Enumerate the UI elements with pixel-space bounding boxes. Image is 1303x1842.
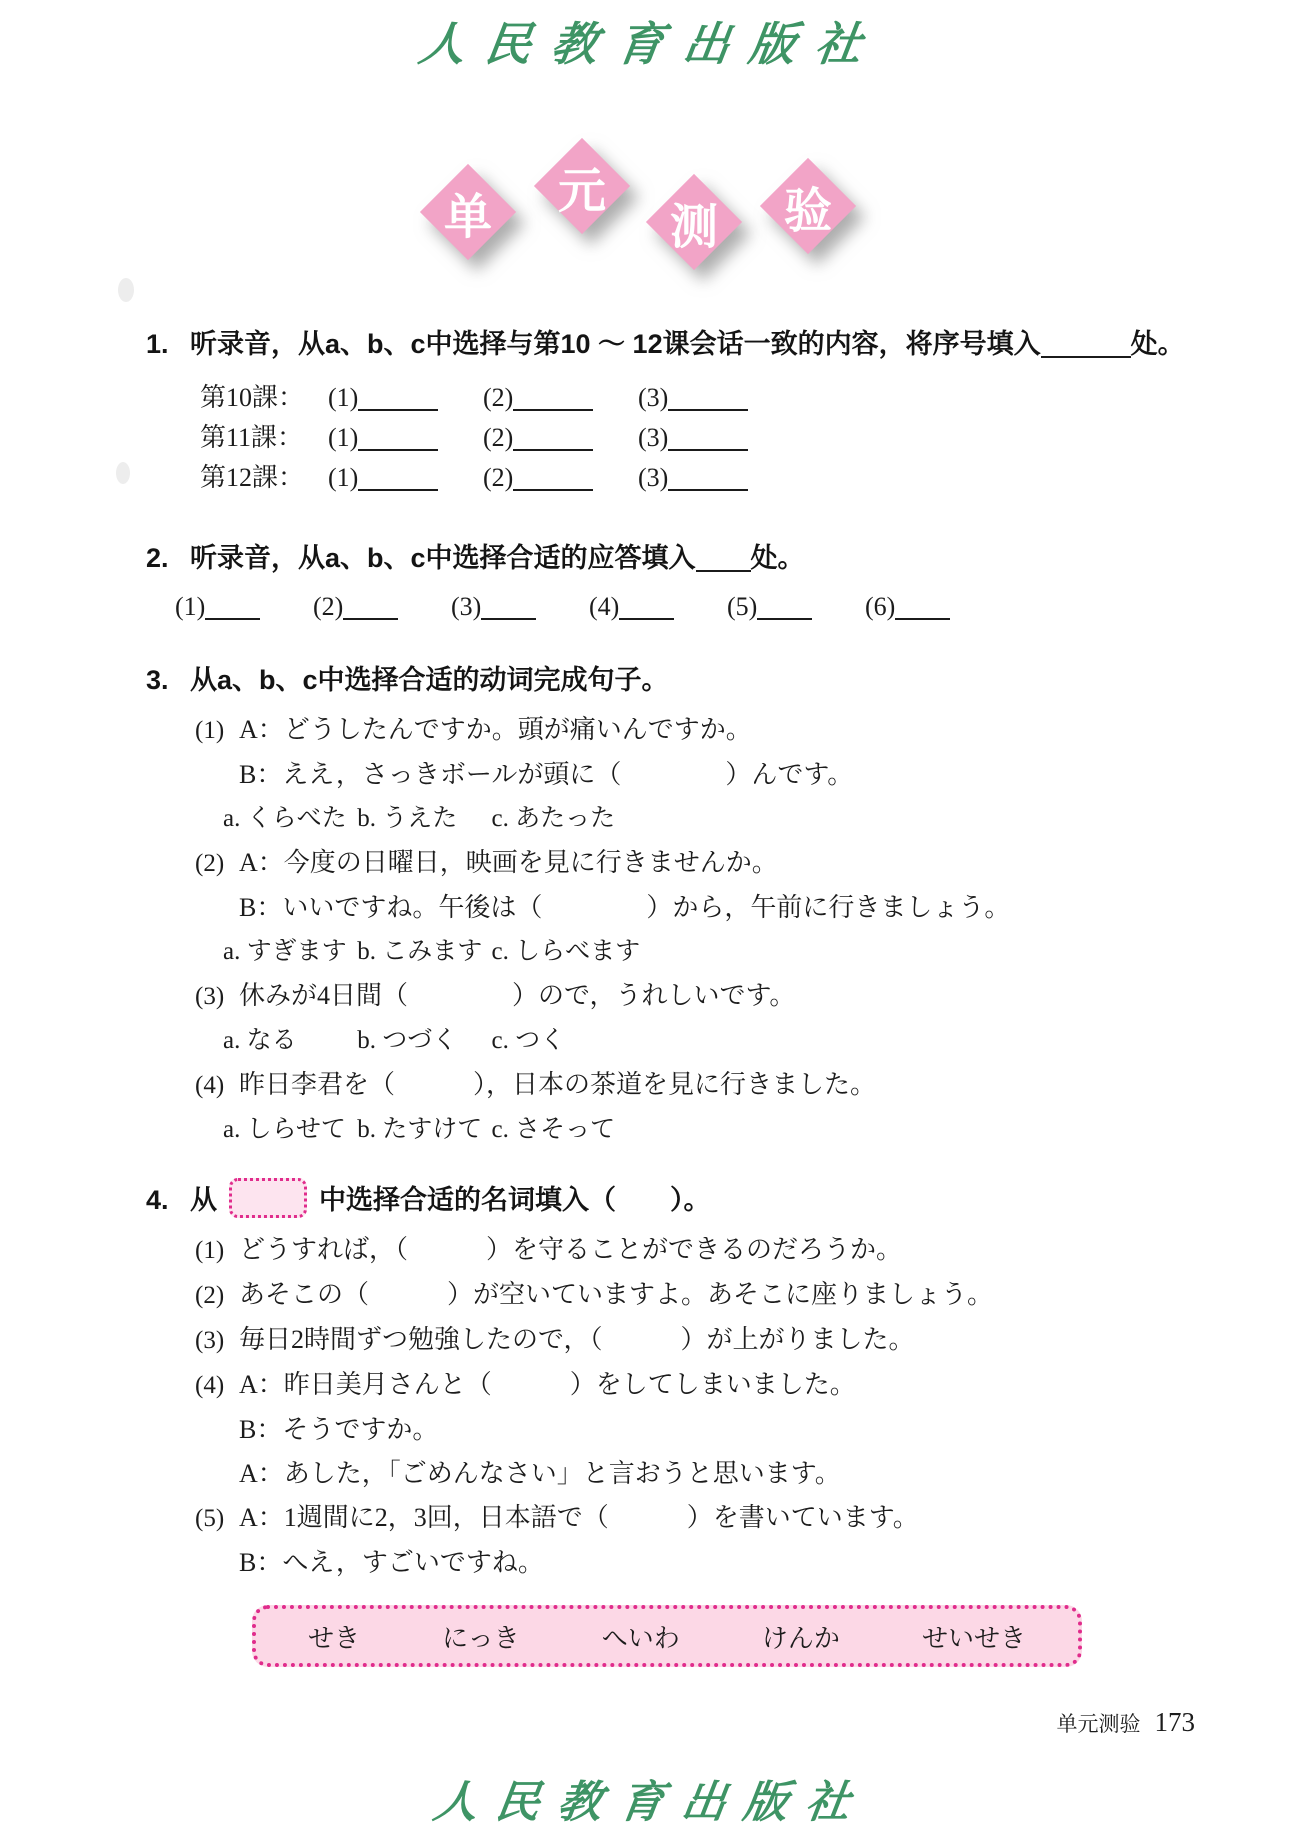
item-line [195, 1541, 1303, 1585]
question-4 [0, 1178, 1303, 1667]
item-line [195, 1496, 1303, 1541]
question-text-suffix: 处。 [750, 543, 805, 573]
lesson-label: 第11課： [200, 423, 304, 452]
item-number: (2) [195, 850, 225, 877]
answer-cell [638, 378, 793, 418]
blank-line [481, 618, 536, 620]
lesson-row [200, 418, 1303, 458]
title-diamond [420, 164, 516, 260]
item-line [195, 1363, 1303, 1408]
word-choice: けんか [761, 1623, 840, 1653]
item-line [195, 1452, 1303, 1496]
option-b: b. つづく [357, 1027, 458, 1054]
blank-number: (4) [589, 592, 620, 621]
option-row [195, 797, 1303, 841]
blank-line [343, 618, 398, 620]
option-a: a. すぎます [223, 938, 347, 965]
item-line [195, 1273, 1303, 1318]
item-line [195, 1318, 1303, 1363]
question-2-answer-row [175, 584, 1303, 630]
dialog-line: A：1週間に2，3回，日本語で（ ）を書いています。 [239, 1503, 919, 1532]
option-c: c. つく [491, 1027, 566, 1054]
item-number: (3) [195, 983, 225, 1010]
word-choice-box [252, 1605, 1082, 1667]
dialog-line: B：いいですね。午後は（ ）から，午前に行きましょう。 [239, 893, 1011, 922]
item-line [195, 1063, 1303, 1108]
word-choice: にっき [442, 1623, 520, 1653]
blank-line [757, 618, 812, 620]
question-4-items [195, 1228, 1303, 1585]
word-choice: せき [308, 1623, 361, 1653]
blank-number: (5) [727, 592, 758, 621]
lesson-row [200, 378, 1303, 418]
sentence-line: 昨日李君を（ ），日本の茶道を見に行きました。 [239, 1070, 877, 1099]
question-item [195, 708, 1303, 841]
question-text-suffix: 处。 [1130, 329, 1185, 359]
title-diamond [760, 158, 856, 254]
option-b: b. たすけて [357, 1116, 483, 1143]
title-char: 元 [557, 164, 606, 218]
item-number: (5) [195, 1505, 225, 1532]
question-number: 1. [146, 329, 169, 359]
question-number: 3. [146, 665, 169, 695]
blank-line [668, 409, 748, 411]
unit-test-title [420, 138, 900, 288]
blank-number: (3) [451, 592, 482, 621]
word-choice: へいわ [601, 1623, 680, 1653]
question-2 [0, 538, 1303, 630]
lesson-row [200, 458, 1303, 498]
answer-cell [865, 584, 1003, 630]
blank-number: (2) [483, 383, 514, 412]
answer-cell [483, 378, 638, 418]
blank-number: (1) [328, 383, 359, 412]
item-number: (3) [195, 1327, 225, 1354]
question-number: 2. [146, 543, 169, 573]
answer-cell [727, 584, 865, 630]
blank-line [668, 449, 748, 451]
question-3 [0, 660, 1303, 1152]
blank-line [358, 489, 438, 491]
option-a: a. なる [223, 1027, 297, 1054]
option-row [195, 930, 1303, 974]
blank-line [668, 489, 748, 491]
footer-section-label: 单元测验 [1056, 1712, 1141, 1736]
item-line [195, 1408, 1303, 1452]
item-line [195, 974, 1303, 1019]
item-number: (2) [195, 1282, 225, 1309]
page-footer [0, 1707, 1303, 1738]
title-diamond [534, 138, 630, 234]
blank-line [358, 409, 438, 411]
question-3-header [146, 660, 1303, 700]
question-1 [0, 324, 1303, 498]
item-line [195, 886, 1303, 930]
lesson-label: 第12課： [200, 463, 305, 492]
item-number: (4) [195, 1072, 225, 1099]
blank-number: (2) [313, 592, 344, 621]
answer-cell [328, 418, 483, 458]
answer-cell [313, 584, 451, 630]
blank-number: (2) [483, 463, 514, 492]
question-3-items [195, 708, 1303, 1152]
item-line [195, 753, 1303, 797]
sentence-line: あそこの（ ）が空いていますよ。あそこに座りましょう。 [239, 1280, 994, 1309]
blank-line [358, 449, 438, 451]
question-1-header [146, 324, 1303, 364]
question-text: 从 [190, 1185, 217, 1215]
question-2-header [146, 538, 1303, 578]
word-box-slot-icon [229, 1178, 307, 1218]
answer-cell [175, 584, 313, 630]
item-number: (4) [195, 1372, 225, 1399]
option-b: b. こみます [357, 938, 483, 965]
publisher-logo-top: 人民教育出版社 [415, 17, 886, 71]
dialog-line: A：どうしたんですか。頭が痛いんですか。 [239, 715, 752, 744]
dialog-line: A：昨日美月さんと（ ）をしてしまいました。 [239, 1370, 856, 1399]
margin-dot [118, 278, 134, 302]
option-c: c. あたった [491, 805, 616, 832]
option-c: c. しらべます [491, 938, 641, 965]
title-char: 验 [783, 184, 832, 238]
option-a: a. しらせて [223, 1116, 346, 1143]
blank-line [513, 489, 593, 491]
title-diamond [646, 174, 742, 270]
blank-number: (6) [865, 592, 896, 621]
blank-number: (1) [328, 423, 359, 452]
answer-cell [328, 378, 483, 418]
answer-cell [483, 418, 638, 458]
margin-dot [116, 462, 130, 484]
question-text-suffix: 中选择合适的名词填入（ ）。 [319, 1185, 711, 1215]
dialog-line: B：ええ，さっきボールが頭に（ ）んです。 [239, 760, 854, 789]
question-1-answer-rows [200, 378, 1303, 498]
page-number: 173 [1154, 1707, 1195, 1737]
blank-line [696, 570, 751, 572]
dialog-line: A：今度の日曜日，映画を見に行きませんか。 [239, 848, 778, 877]
item-number: (1) [195, 717, 225, 744]
item-line [195, 841, 1303, 886]
sentence-line: どうすれば，（ ）を守ることができるのだろうか。 [239, 1235, 903, 1264]
option-row [195, 1019, 1303, 1063]
blank-line [1041, 356, 1131, 358]
blank-number: (3) [638, 383, 669, 412]
item-line [195, 1228, 1303, 1273]
option-a: a. くらべた [223, 805, 347, 832]
blank-line [619, 618, 674, 620]
answer-cell [328, 458, 483, 498]
blank-number: (1) [175, 592, 206, 621]
question-text: 听录音，从a、b、c中选择与第10 ～ 12课会话一致的内容，将序号填入 [190, 329, 1041, 359]
question-4-header [146, 1178, 1303, 1220]
blank-line [205, 618, 260, 620]
dialog-line: B：へえ，すごいですね。 [239, 1548, 544, 1577]
title-char: 单 [443, 190, 492, 244]
answer-cell [638, 458, 793, 498]
question-item [195, 974, 1303, 1063]
item-number: (1) [195, 1237, 225, 1264]
sentence-line: 休みが4日間（ ）ので，うれしいです。 [239, 981, 796, 1010]
blank-line [513, 409, 593, 411]
blank-number: (3) [638, 463, 669, 492]
answer-cell [483, 458, 638, 498]
question-item [195, 841, 1303, 974]
blank-number: (2) [483, 423, 514, 452]
question-number: 4. [146, 1185, 169, 1215]
option-row [195, 1108, 1303, 1152]
blank-line [895, 618, 950, 620]
question-item [195, 1063, 1303, 1152]
sentence-line: 毎日2時間ずつ勉強したので，（ ）が上がりました。 [239, 1325, 915, 1354]
question-text: 听录音，从a、b、c中选择合适的应答填入 [190, 543, 696, 573]
item-line [195, 708, 1303, 753]
option-c: c. さそって [491, 1116, 616, 1143]
blank-line [513, 449, 593, 451]
word-choice: せいせき [921, 1623, 1026, 1653]
answer-cell [638, 418, 793, 458]
question-text: 从a、b、c中选择合适的动词完成句子。 [190, 665, 669, 695]
answer-cell [589, 584, 727, 630]
dialog-line: B：そうですか。 [239, 1415, 439, 1444]
option-b: b. うえた [357, 805, 458, 832]
dialog-line: A：あした，「ごめんなさい」と言おうと思います。 [239, 1459, 841, 1488]
publisher-logo-bottom: 人民教育出版社 [430, 1777, 872, 1828]
lesson-label: 第10課： [200, 383, 305, 412]
title-char: 测 [669, 200, 718, 254]
blank-number: (1) [328, 463, 359, 492]
answer-cell [451, 584, 589, 630]
blank-number: (3) [638, 423, 669, 452]
